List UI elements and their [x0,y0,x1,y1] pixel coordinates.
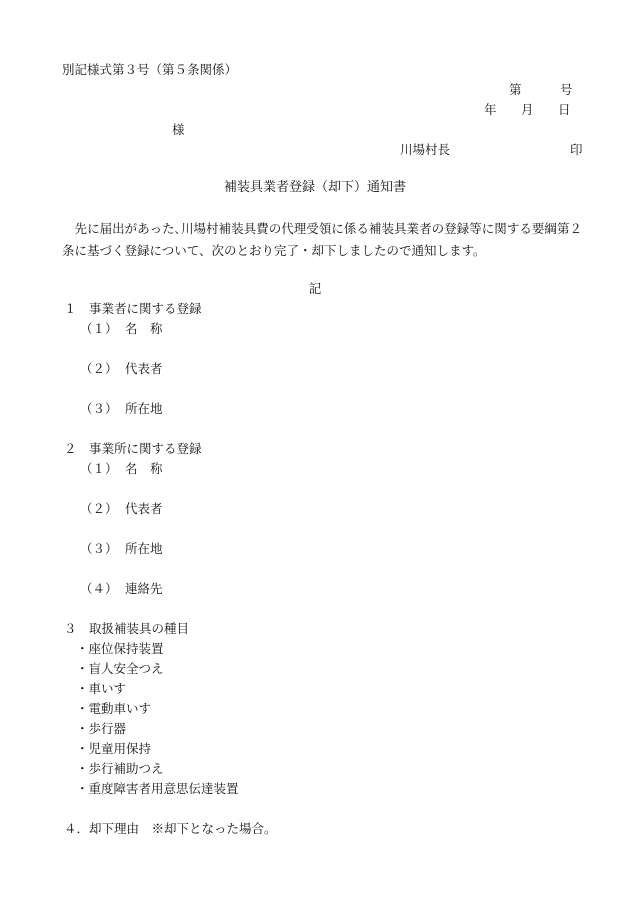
body-text: 先に届出があった､川場村補装具費の代理受領に係る補装具業者の登録等に関する要綱第２条に基づく登録について、次のとおり完了・却下しましたので通知します。 [62,221,582,258]
section-2-item-label: 代表者 [125,501,163,516]
section-2-item-num: （２） [80,501,118,516]
device-list-item: ・歩行補助つえ [76,761,164,776]
section-2-item-label: 所在地 [125,541,163,556]
addressee-suffix: 様 [172,122,185,137]
date-month: 月 [521,102,534,117]
section-3-heading: ３ 取扱補装具の種目 [64,621,190,636]
section-1-item-num: （１） [80,321,118,336]
section-2-item-num: （４） [80,581,118,596]
device-list-item: ・歩行器 [76,721,127,736]
section-1-item-label: 所在地 [125,401,163,416]
device-list-item: ・重度障害者用意思伝達装置 [76,781,239,796]
section-1-heading: １ 事業者に関する登録 [64,301,202,316]
section-2-item-num: （１） [80,461,118,476]
device-list-item: ・児童用保持 [76,741,152,756]
device-list-item: ・座位保持装置 [76,641,164,656]
form-label: 別記様式第３号（第５条関係） [62,62,238,77]
number-prefix: 第 [509,82,522,97]
document-title: 補装具業者登録（却下）通知書 [223,180,406,195]
date-year: 年 [484,102,497,117]
section-2-item-label: 名 称 [125,461,163,476]
section-1-item-label: 名 称 [125,321,163,336]
device-list-item: ・盲人安全つえ [76,661,164,676]
seal-mark: 印 [570,142,583,157]
ki-mark: 記 [308,281,322,296]
section-1-item-num: （３） [80,401,118,416]
section-2-heading: ２ 事業所に関する登録 [64,441,202,456]
sender-name: 川場村長 [400,142,451,157]
date-day: 日 [558,102,571,117]
section-2-item-label: 連絡先 [125,581,163,596]
body-paragraph [62,218,582,262]
device-list-item: ・電動車いす [76,701,152,716]
rejection-reason-heading: ４．却下理由 ※却下となった場合。 [64,821,277,836]
device-list-item: ・車いす [76,681,127,696]
section-1-item-num: （２） [80,361,118,376]
section-1-item-label: 代表者 [125,361,163,376]
number-suffix: 号 [560,82,573,97]
section-2-item-num: （３） [80,541,118,556]
